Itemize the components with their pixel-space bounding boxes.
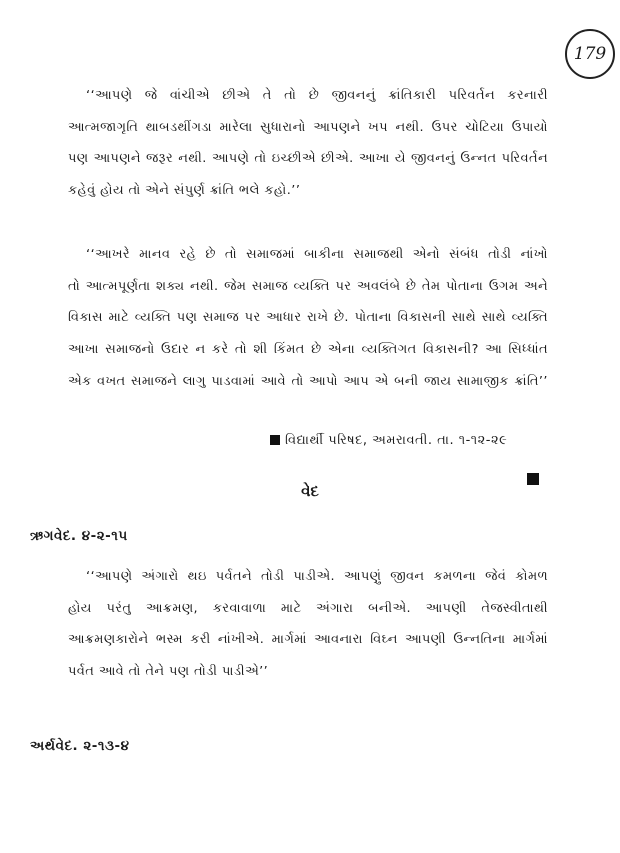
quote-line: તો આત્મપૂર્ણતા શક્ય નથી. જેમ સમાજ વ્યક્તિ પર અવલંબે છે તેમ પોતાના ઉગમ અને bbox=[68, 278, 548, 294]
quote-line: ‘‘આપણે અંગારો થઇ પર્વતને તોડી પાડીએ. આપણું જીવન કમળના જેવં કોમળ bbox=[86, 569, 548, 584]
verse-quote bbox=[68, 561, 548, 688]
verse-reference: ઋગવેદ. ૪-૨-૧૫ bbox=[30, 528, 128, 544]
quote-line: પણ આપણને જરૂર નથી. આપણે તો ઇચ્છીએ છીએ. આખા યે જીવનનું ઉન્નત પરિવર્તન bbox=[68, 151, 548, 167]
quote-line: એક વખત સમાજને લાગુ પાડવામાં આવે તો આપો આપ એ બની જાય સામાજીક ક્રાંતિ’’ bbox=[68, 373, 548, 389]
verse-reference: અર્થવેદ. ૨-૧૩-૪ bbox=[30, 738, 130, 754]
quote-line: પર્વત આવે તો તેને પણ તોડી પાડીએ’’ bbox=[68, 664, 269, 680]
quote-line: હોય પરંતુ આક્રમણ, કરવાવાળા માટે અંગારા બનીએ. આપણી તેજસ્વીતાથી bbox=[68, 600, 548, 616]
quote-line: વિકાસ માટે વ્યક્તિ પણ સમાજ પર આધાર રાખે છે. પોતાના વિકાસની સાથે સાથે વ્યક્તિ bbox=[68, 310, 548, 326]
attribution bbox=[270, 433, 507, 448]
square-bullet-icon bbox=[270, 435, 280, 445]
page-number-text: 179 bbox=[573, 44, 607, 64]
quote-line: ‘‘આપણે જે વાંચીએ છીએ તે તો છે જીવનનું ક્રાંતિકારી પરિવર્તન કરનારી bbox=[86, 88, 548, 103]
attribution-text: વિદ્યાર્થી પરિષદ, અમરાવતી. તા. ૧-૧૨-૨૯ bbox=[285, 433, 508, 448]
quote-society bbox=[68, 239, 548, 398]
page-number bbox=[565, 29, 615, 79]
quote-line: આક્રમણકારોને ભસ્મ કરી નાંખીએ. માર્ગમાં આવનારા વિઘ્ન આપણી ઉન્નતિના માર્ગમાં bbox=[68, 632, 548, 648]
quote-revolution bbox=[68, 80, 548, 207]
section-heading: વેદ bbox=[301, 482, 319, 500]
quote-line: આત્મજાગૃતિ થાબડથીંગડા મારેલા સુધારાનો આપણને ખપ નથી. ઉપર ચોટિયા ઉપાયો bbox=[68, 119, 548, 135]
quote-line: કહેવું હોય તો એને સંપુર્ણ ક્રાંતિ ભલે કહો.’’ bbox=[68, 183, 301, 199]
quote-line: ‘‘આખરે માનવ રહે છે તો સમાજમાં બાકીના સમાજથી એનો સંબંધ તોડી નાંખો bbox=[86, 247, 548, 262]
quote-line: આખા સમાજનો ઉદાર ન કરે તો શી કિંમત છે એના વ્યક્તિગત વિકાસની? આ સિધ્ધાંત bbox=[68, 342, 548, 358]
